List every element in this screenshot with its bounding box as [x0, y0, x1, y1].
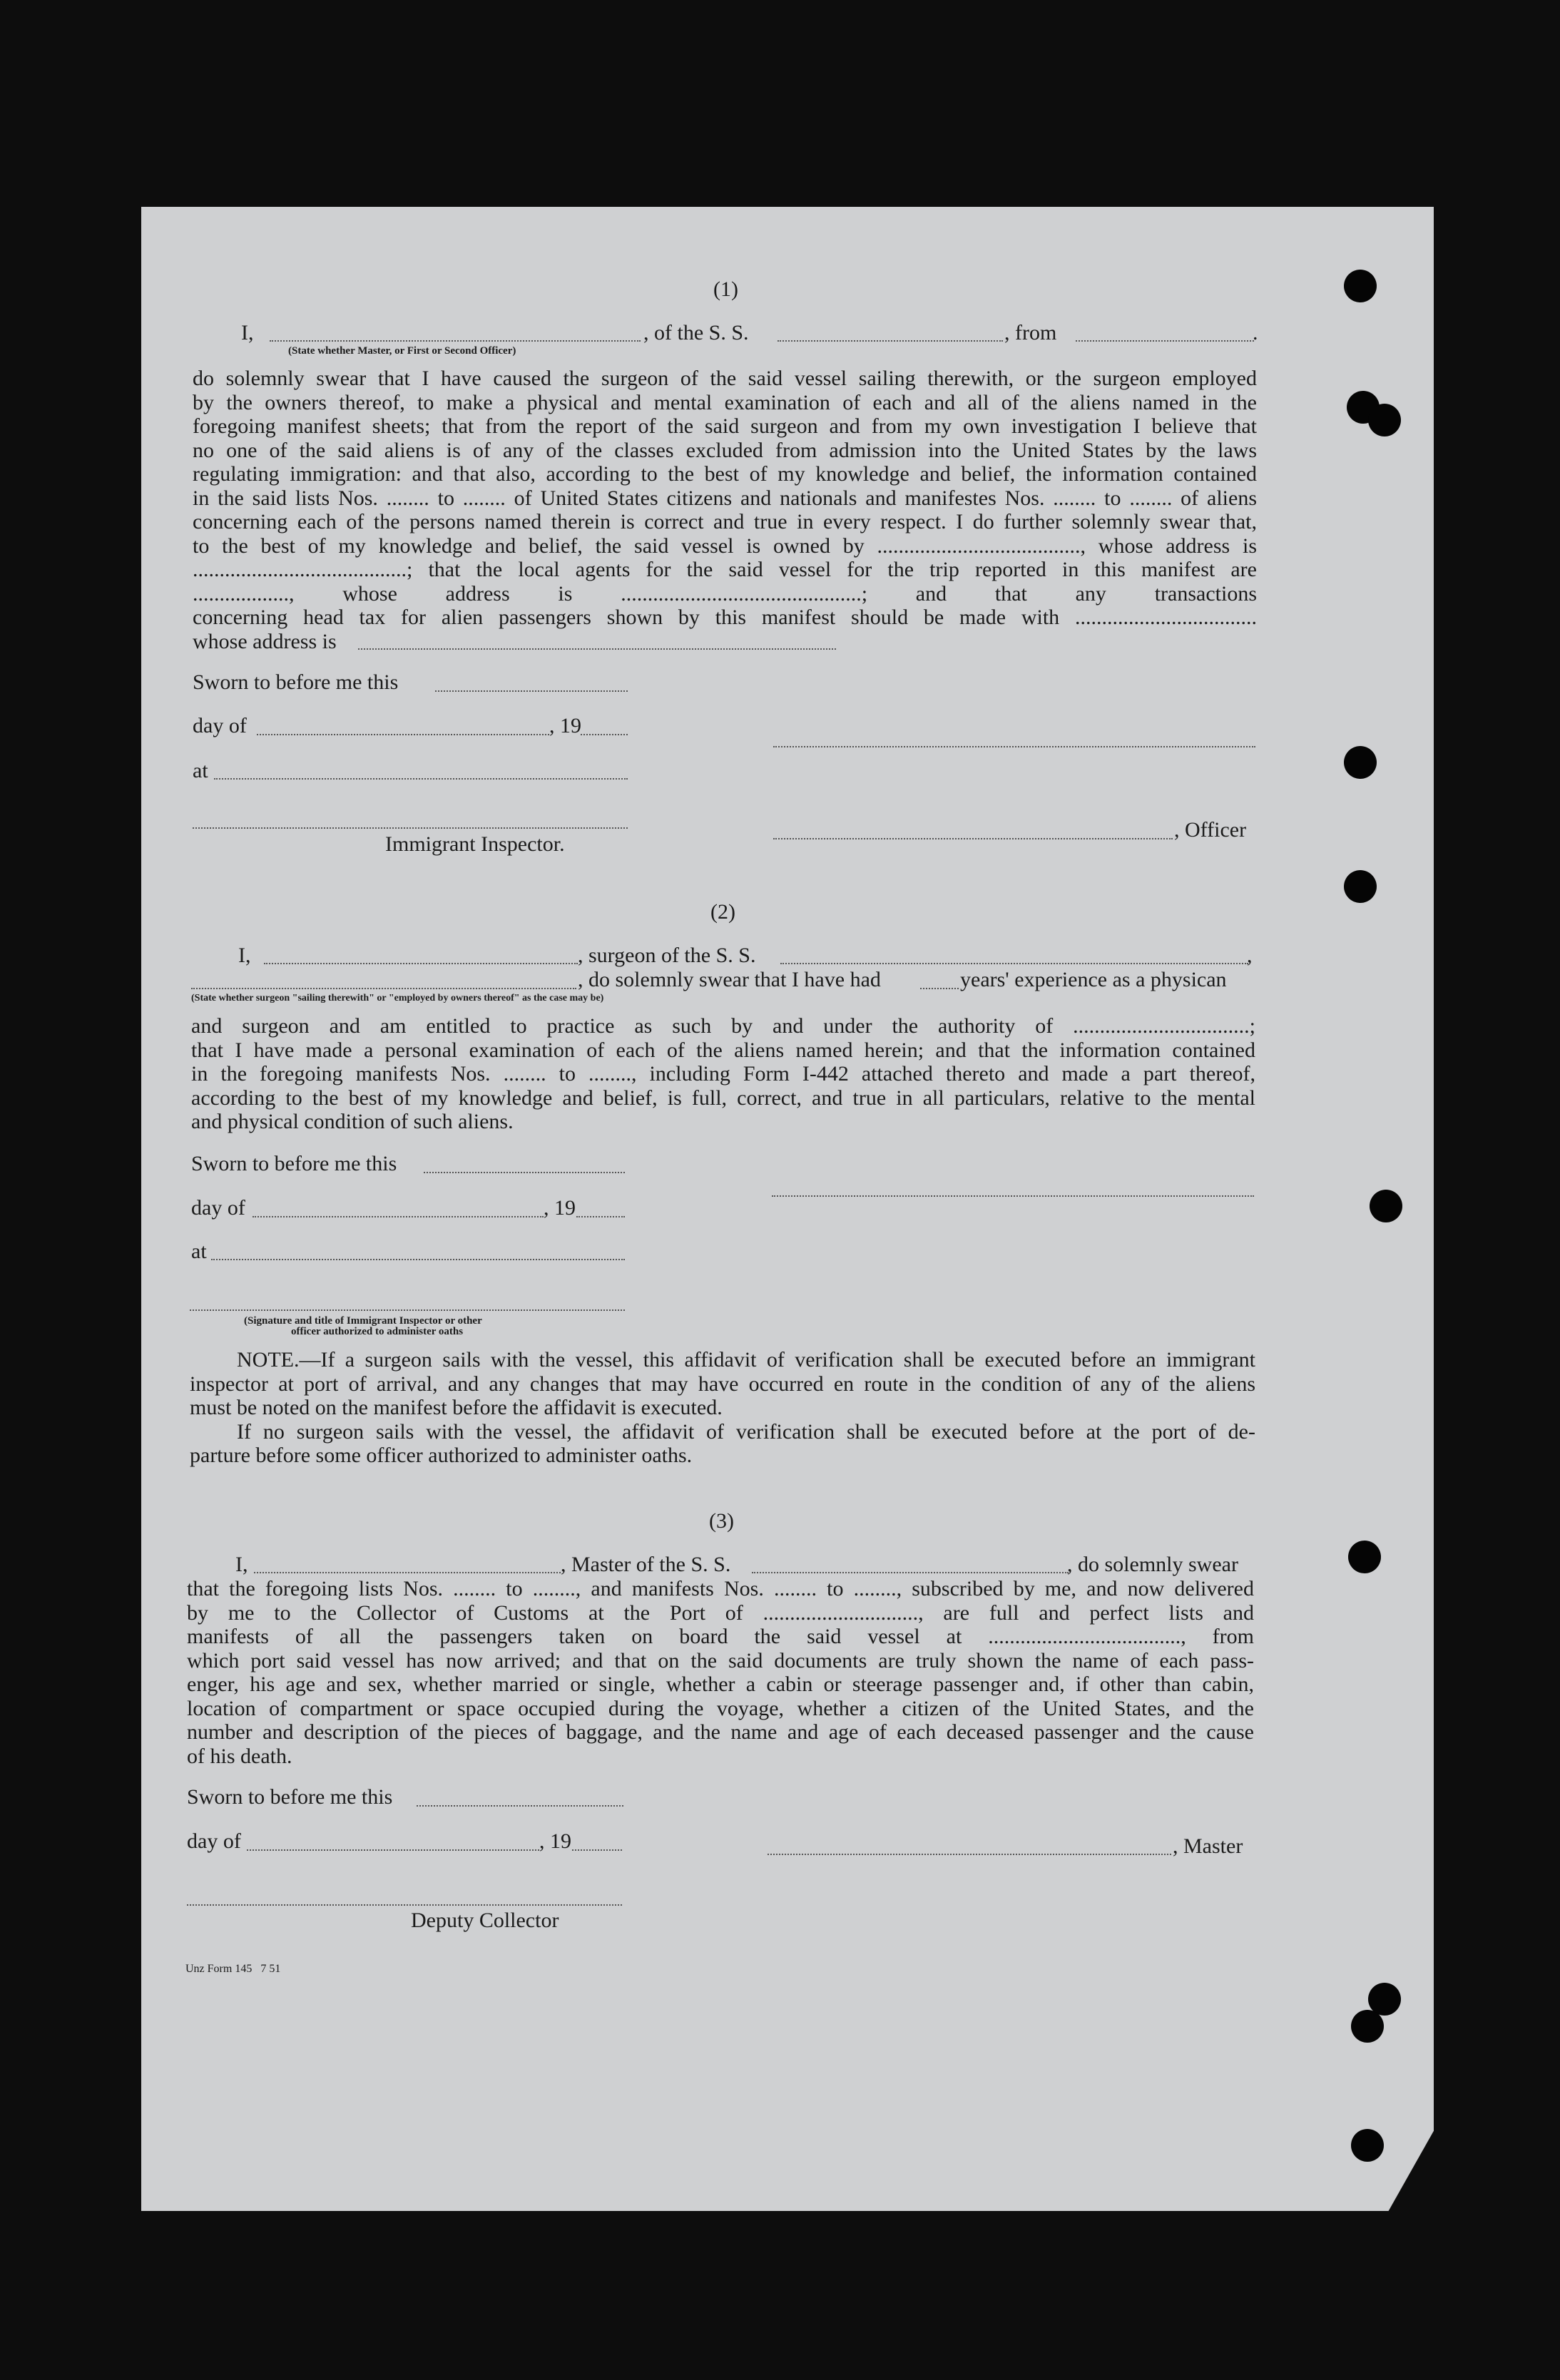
s1-at-label: at: [193, 759, 208, 782]
s1-vessel-field[interactable]: [778, 340, 1003, 342]
s2-state-note: (State whether surgeon "sailing therewith" or "employed by owners thereof" as the case may be): [191, 993, 604, 1003]
s1-of-ss-label: , of the S. S.: [643, 321, 749, 344]
s2-at-label: at: [191, 1240, 207, 1263]
s1-year-label: , 19: [549, 714, 581, 737]
text-line: ........................................; that the local agents for the said vessel for the trip reported in this manifest are: [193, 558, 1257, 581]
text-line: foregoing manifest sheets; that from the report of the said surgeon and from my own investigation I believe that: [193, 414, 1257, 438]
text-line: that I have made a personal examination of each of the aliens named herein; and that the information contained: [191, 1038, 1255, 1062]
s3-deputy-label: Deputy Collector: [411, 1909, 559, 1932]
s1-inspector-signature-line[interactable]: [193, 827, 628, 829]
note-line: must be noted on the manifest before the affidavit is executed.: [190, 1396, 723, 1419]
s2-swear-label: , do solemnly swear that I have had: [578, 968, 881, 991]
s1-i-label: I,: [241, 321, 254, 344]
s3-day-field[interactable]: [247, 1849, 539, 1851]
s3-sworn-label: Sworn to before me this: [187, 1785, 393, 1809]
s1-period: .: [1253, 321, 1258, 344]
text-line: by the owners thereof, to make a physical and mental examination of each and all of the aliens named in the: [193, 390, 1257, 414]
s3-year-label: , 19: [539, 1829, 571, 1853]
text-line: to the best of my knowledge and belief, the said vessel is owned by ......................................, whose address is: [193, 533, 1257, 558]
s3-oath-text: [187, 1577, 1254, 1768]
s2-day-of-label: day of: [191, 1196, 245, 1220]
s2-years-field[interactable]: [920, 988, 959, 989]
text-line: by me to the Collector of Customs at the Port of ............................., are full and perfect lists and: [187, 1600, 1254, 1625]
note-line: inspector at port of arrival, and any changes that may have occurred en route in the condition of any of the aliens: [190, 1372, 1255, 1396]
s1-oath-text: [193, 367, 1257, 653]
s3-deputy-signature-line[interactable]: [187, 1904, 622, 1906]
note-line: If no surgeon sails with the vessel, the affidavit of verification shall be executed before at the port of de-: [237, 1419, 1255, 1444]
section-2-number: (2): [710, 900, 735, 924]
s3-master-signature-line[interactable]: [768, 1854, 1171, 1855]
s1-officer-signature-line[interactable]: [773, 838, 1173, 839]
s2-day-field[interactable]: [253, 1216, 544, 1217]
s1-inspector-label: Immigrant Inspector.: [385, 832, 565, 856]
punch-hole: [1344, 746, 1377, 779]
s1-signature-line[interactable]: [773, 746, 1255, 747]
s1-state-note: (State whether Master, or First or Second Officer): [288, 345, 516, 357]
s2-years-label: years' experience as a physican: [960, 968, 1227, 991]
section-1-number: (1): [713, 277, 738, 301]
s1-day-of-label: day of: [193, 714, 247, 737]
punch-hole: [1344, 270, 1377, 302]
s2-inspector-signature-line[interactable]: [190, 1309, 625, 1311]
text-line: that the foregoing lists Nos. ........ to ........, and manifests Nos. ........ to ........, subscribed by me, and now delivered: [187, 1577, 1254, 1600]
s2-note: [190, 1348, 1255, 1468]
punch-hole: [1368, 404, 1401, 436]
s3-day-of-label: day of: [187, 1829, 241, 1853]
text-line: which port said vessel has now arrived; and that on the said documents are truly shown the name of each pass-: [187, 1648, 1254, 1672]
text-line: and surgeon and am entitled to practice as such by and under the authority of .................................;: [191, 1014, 1255, 1038]
s2-oath-text: [191, 1014, 1255, 1134]
text-line: according to the best of my knowledge and belief, is full, correct, and true in all particulars, relative to the mental: [191, 1086, 1255, 1110]
s1-at-field[interactable]: [214, 778, 628, 780]
s1-from-label: , from: [1004, 321, 1057, 344]
s2-sworn-field[interactable]: [424, 1172, 625, 1173]
s2-comma: ,: [1247, 944, 1253, 967]
s2-vessel-field[interactable]: [780, 963, 1248, 964]
form-number: Unz Form 145 7 51: [185, 1963, 281, 1975]
s2-year-field[interactable]: [576, 1216, 625, 1217]
s3-master-label: , Master: [1173, 1834, 1243, 1858]
text-line: enger, his age and sex, whether married or single, whether a cabin or steerage passenger and, if other than cabin,: [187, 1672, 1254, 1696]
text-line: and physical condition of such aliens.: [191, 1110, 514, 1133]
s3-swear-label: , do solemnly swear: [1067, 1553, 1238, 1576]
s2-surgeon-type-field[interactable]: [191, 988, 576, 989]
s1-sworn-field[interactable]: [435, 690, 628, 692]
text-line: number and description of the pieces of baggage, and the name and age of each deceased passenger and the cause: [187, 1720, 1254, 1744]
s2-surgeon-signature-line[interactable]: [772, 1195, 1254, 1197]
section-3-number: (3): [709, 1509, 734, 1533]
s1-officer-name-field[interactable]: [270, 340, 641, 342]
punch-hole: [1351, 2129, 1384, 2162]
s2-i-label: I,: [238, 944, 251, 967]
punch-hole: [1348, 1541, 1381, 1573]
text-line: manifests of all the passengers taken on board the said vessel at ...................................., from: [187, 1625, 1254, 1648]
punch-hole: [1370, 1190, 1402, 1222]
s2-sig-note-1: (Signature and title of Immigrant Inspector or other: [244, 1315, 482, 1327]
s3-master-name-field[interactable]: [254, 1572, 561, 1573]
s2-sworn-label: Sworn to before me this: [191, 1152, 397, 1175]
s1-officer-label: , Officer: [1174, 818, 1247, 842]
s2-surgeon-of-label: , surgeon of the S. S.: [578, 944, 756, 967]
text-line: regulating immigration: and that also, according to the best of my knowledge and belief, the information contained: [193, 462, 1257, 486]
text-line: concerning head tax for alien passengers shown by this manifest should be made with ..................................: [193, 606, 1257, 629]
s2-sig-note-2: officer authorized to administer oaths: [291, 1326, 464, 1337]
punch-hole: [1351, 2010, 1384, 2043]
s2-surgeon-name-field[interactable]: [264, 963, 578, 964]
s1-sworn-label: Sworn to before me this: [193, 670, 399, 694]
text-line: whose address is: [193, 629, 337, 653]
note-line: NOTE.—If a surgeon sails with the vessel, this affidavit of verification shall be executed before an immigrant: [237, 1348, 1255, 1372]
text-line: do solemnly swear that I have caused the surgeon of the said vessel sailing therewith, or the surgeon employed: [193, 367, 1257, 390]
s1-year-field[interactable]: [581, 734, 628, 735]
s1-whose-address-field[interactable]: [358, 648, 836, 650]
s3-vessel-field[interactable]: [752, 1572, 1069, 1573]
s3-master-of-label: , Master of the S. S.: [561, 1553, 731, 1576]
s1-day-field[interactable]: [257, 734, 549, 735]
text-line: in the foregoing manifests Nos. ........ to ........, including Form I-442 attached thereto and made a part thereof,: [191, 1062, 1255, 1086]
s1-from-field[interactable]: [1076, 340, 1254, 342]
text-line: .................., whose address is .............................................; and that any transactions: [193, 581, 1257, 606]
s2-year-label: , 19: [544, 1196, 576, 1220]
s2-at-field[interactable]: [211, 1259, 625, 1260]
s3-i-label: I,: [235, 1553, 248, 1576]
text-line: concerning each of the persons named therein is correct and true in every respect. I do further solemnly swear that,: [193, 510, 1257, 533]
s3-sworn-field[interactable]: [417, 1805, 623, 1807]
note-line: parture before some officer authorized to administer oaths.: [190, 1444, 693, 1467]
text-line: of his death.: [187, 1744, 292, 1768]
text-line: in the said lists Nos. ........ to ........ of United States citizens and nationals and manifestes Nos. ........ to ........ of aliens: [193, 486, 1257, 510]
text-line: no one of the said aliens is of any of the classes excluded from admission into the United States by the laws: [193, 438, 1257, 462]
punch-hole: [1344, 870, 1377, 903]
text-line: location of compartment or space occupied during the voyage, whether a citizen of the United States, and the: [187, 1696, 1254, 1720]
s3-year-field[interactable]: [572, 1849, 622, 1851]
